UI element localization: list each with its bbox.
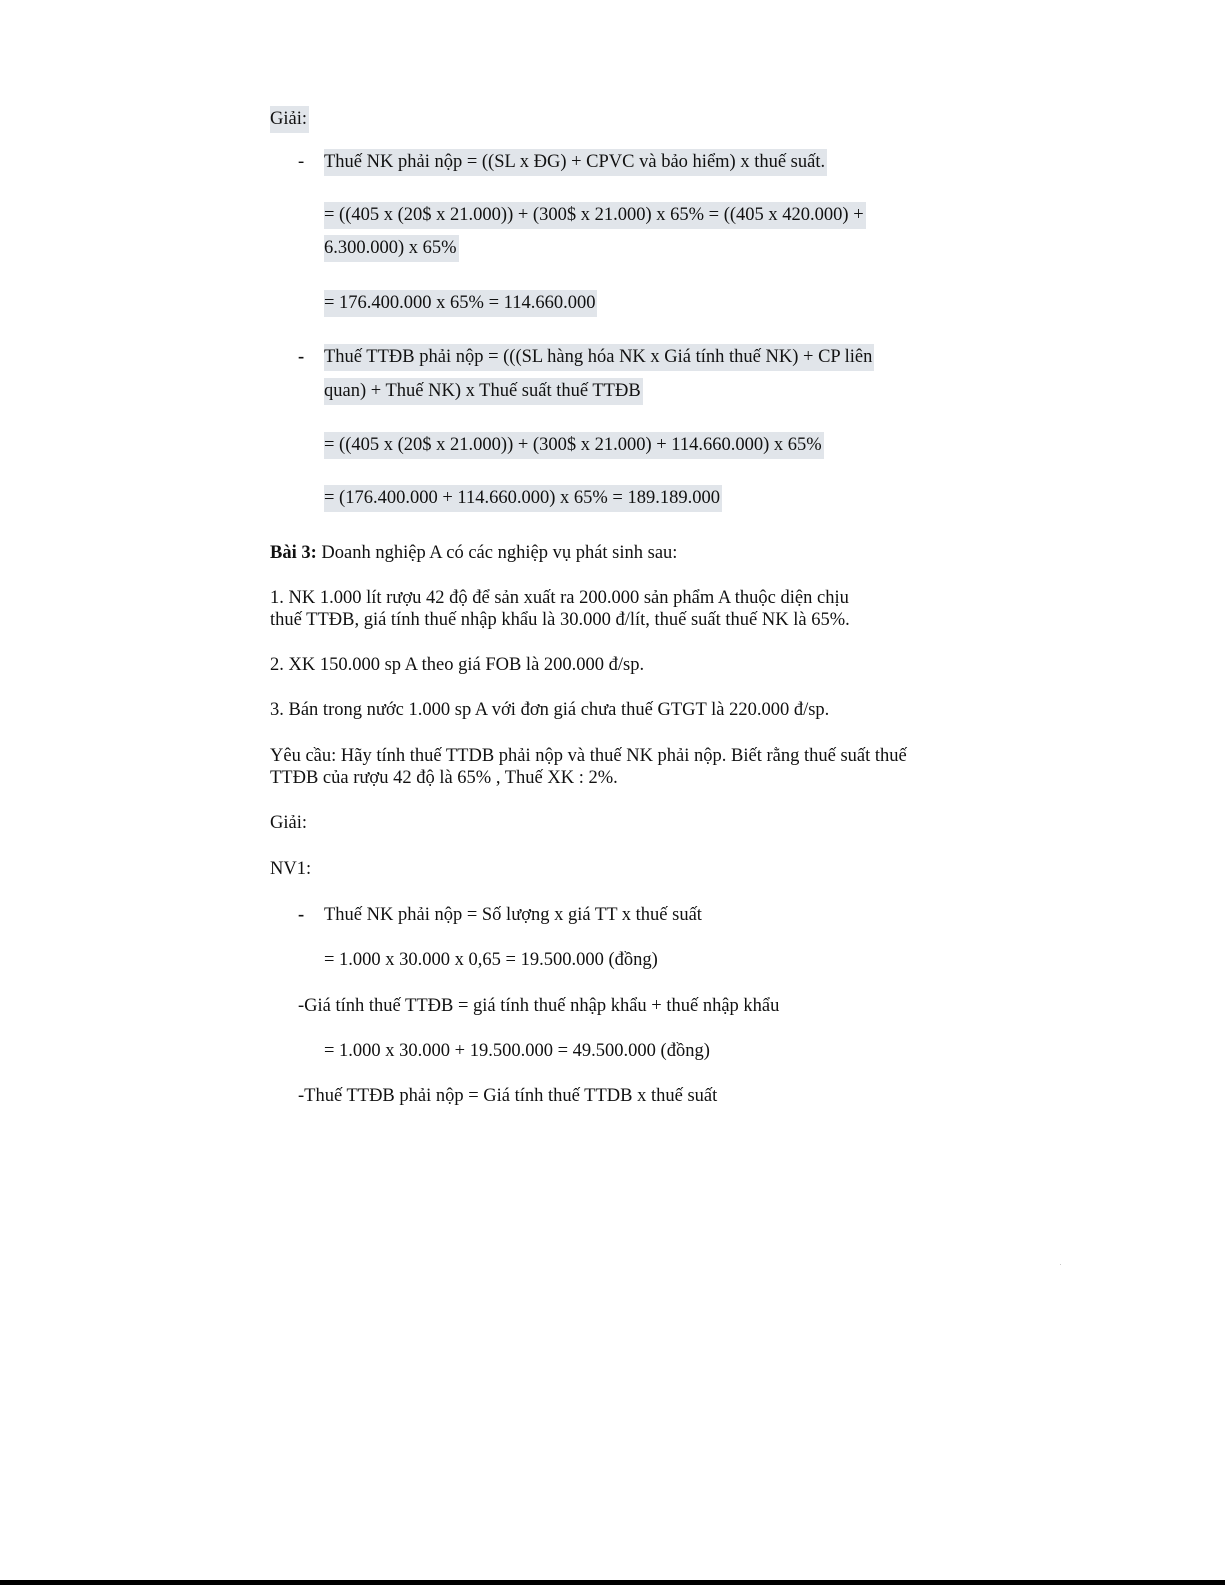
- exercise-3-item-2: 2. XK 150.000 sp A theo giá FOB là 200.000 đ/sp.: [270, 655, 645, 675]
- nv1-nk-calc: = 1.000 x 30.000 x 0,65 = 19.500.000 (đồng): [324, 950, 658, 970]
- exercise-3-label: Bài 3:: [270, 543, 317, 563]
- exercise-3-title: [270, 540, 677, 566]
- ttdb-formula-line-1: Thuế TTĐB phải nộp = (((SL hàng hóa NK x Giá tính thuế NK) + CP liên: [324, 344, 874, 371]
- nv1-ttdb-base-formula: -Giá tính thuế TTĐB = giá tính thuế nhập khẩu + thuế nhập khẩu: [298, 996, 780, 1016]
- ttdb-calc: = ((405 x (20$ x 21.000)) + (300$ x 21.000) + 114.660.000) x 65%: [324, 432, 824, 459]
- nv1-ttdb-formula: -Thuế TTĐB phải nộp = Giá tính thuế TTDB x thuế suất: [298, 1086, 718, 1106]
- page-bottom-border: [0, 1580, 1225, 1585]
- bullet-dash: -: [298, 152, 305, 172]
- exercise-3-requirement-line-2: TTĐB của rượu 42 độ là 65% , Thuế XK : 2%.: [270, 768, 618, 788]
- nk-result: = 176.400.000 x 65% = 114.660.000: [324, 290, 597, 317]
- exercise-3-item-1-line-2: thuế TTĐB, giá tính thuế nhập khẩu là 30.000 đ/lít, thuế suất thuế NK là 65%.: [270, 610, 850, 630]
- nv1-nk-formula: Thuế NK phải nộp = Số lượng x giá TT x thuế suất: [324, 905, 702, 925]
- exercise-3-item-3: 3. Bán trong nước 1.000 sp A với đơn giá chưa thuế GTGT là 220.000 đ/sp.: [270, 700, 830, 720]
- solution-heading: Giải:: [270, 106, 309, 133]
- scan-speck: [1060, 1264, 1061, 1265]
- nk-calc-line-2: 6.300.000) x 65%: [324, 235, 459, 262]
- exercise-3-intro: Doanh nghiệp A có các nghiệp vụ phát sinh sau:: [316, 543, 678, 563]
- ttdb-result: = (176.400.000 + 114.660.000) x 65% = 189.189.000: [324, 485, 722, 512]
- nk-calc-line-1: = ((405 x (20$ x 21.000)) + (300$ x 21.000) x 65% = ((405 x 420.000) +: [324, 202, 866, 229]
- exercise-3-item-1-line-1: 1. NK 1.000 lít rượu 42 độ để sản xuất ra 200.000 sản phẩm A thuộc diện chịu: [270, 588, 849, 608]
- bullet-dash: -: [298, 905, 305, 925]
- nv1-ttdb-base-calc: = 1.000 x 30.000 + 19.500.000 = 49.500.000 (đồng): [324, 1041, 710, 1061]
- solution-3-heading: Giải:: [270, 813, 307, 833]
- bullet-dash: -: [298, 347, 305, 367]
- exercise-3-requirement-line-1: Yêu cầu: Hãy tính thuế TTDB phải nộp và thuế NK phải nộp. Biết rằng thuế suất thuế: [270, 746, 907, 766]
- nk-formula: Thuế NK phải nộp = ((SL x ĐG) + CPVC và bảo hiểm) x thuế suất.: [324, 149, 827, 176]
- nv1-heading: NV1:: [270, 859, 312, 879]
- ttdb-formula-line-2: quan) + Thuế NK) x Thuế suất thuế TTĐB: [324, 378, 643, 405]
